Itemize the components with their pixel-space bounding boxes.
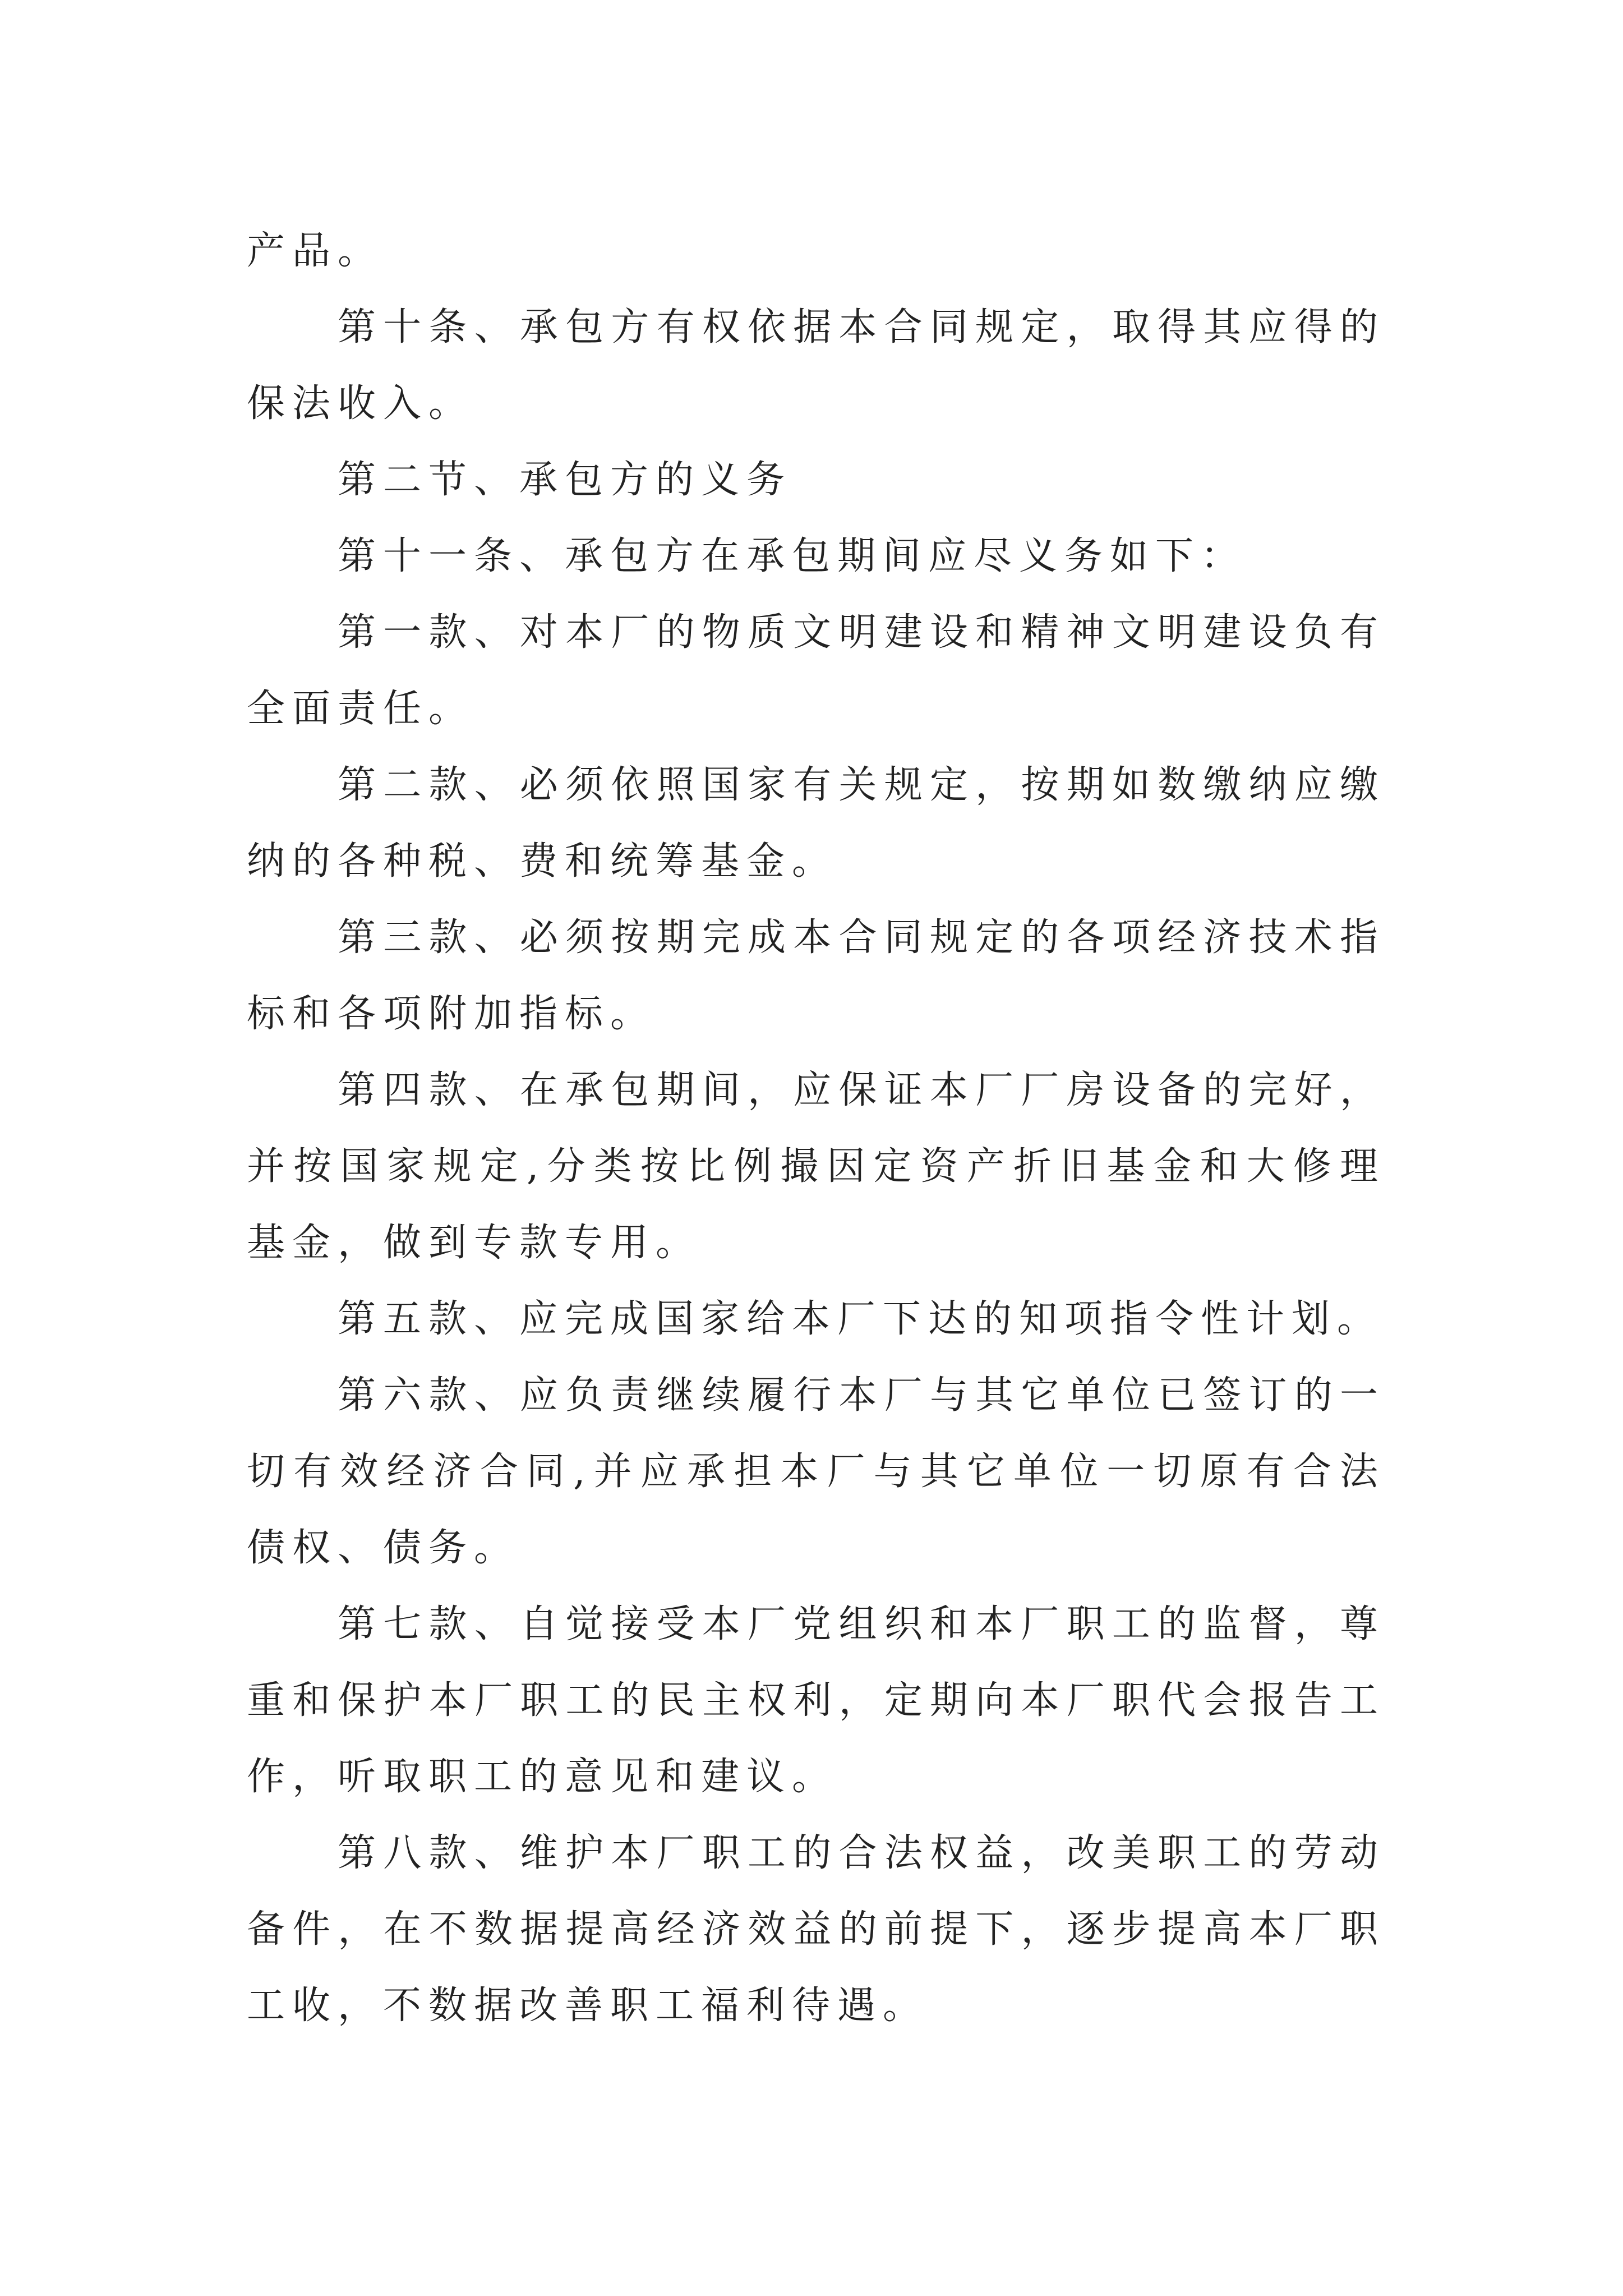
paragraph-continuation: 产品。: [247, 229, 384, 273]
paragraph-clause-1: 第一款、对本厂的物质文明建设和精神文明建设负有全面责任。: [247, 610, 1385, 731]
paragraph-article-11: 第十一条、承包方在承包期间应尽义务如下：: [338, 534, 1247, 578]
paragraph-clause-7: 第七款、自觉接受本厂党组织和本厂职工的监督，尊重和保护本厂职工的民主权利，定期向本厂职代会报告工作，听取职工的意见和建议。: [247, 1602, 1385, 1799]
paragraph-article-10: 第十条、承包方有权依据本合同规定，取得其应得的保法收入。: [247, 305, 1385, 426]
paragraph-clause-2: 第二款、必须依照国家有关规定，按期如数缴纳应缴纳的各种税、费和统筹基金。: [247, 763, 1385, 884]
paragraph-clause-4: 第四款、在承包期间，应保证本厂厂房设备的完好，并按国家规定,分类按比例撮因定资产折旧基金和大修理基金，做到专款专用。: [247, 1068, 1385, 1265]
section-heading-obligations: 第二节、承包方的义务: [338, 458, 792, 502]
paragraph-clause-5: 第五款、应完成国家给本厂下达的知项指令性计划。: [338, 1297, 1383, 1341]
document-body: [247, 213, 1385, 2044]
paragraph-clause-3: 第三款、必须按期完成本合同规定的各项经济技术指标和各项附加指标。: [247, 915, 1385, 1036]
paragraph-clause-6: 第六款、应负责继续履行本厂与其它单位已签订的一切有效经济合同,并应承担本厂与其它单位一切原有合法债权、债务。: [247, 1373, 1385, 1570]
paragraph-clause-8: 第八款、维护本厂职工的合法权益，改美职工的劳动备件，在不数据提高经济效益的前提下，逐步提高本厂职工收，不数据改善职工福利待遇。: [247, 1831, 1385, 2028]
